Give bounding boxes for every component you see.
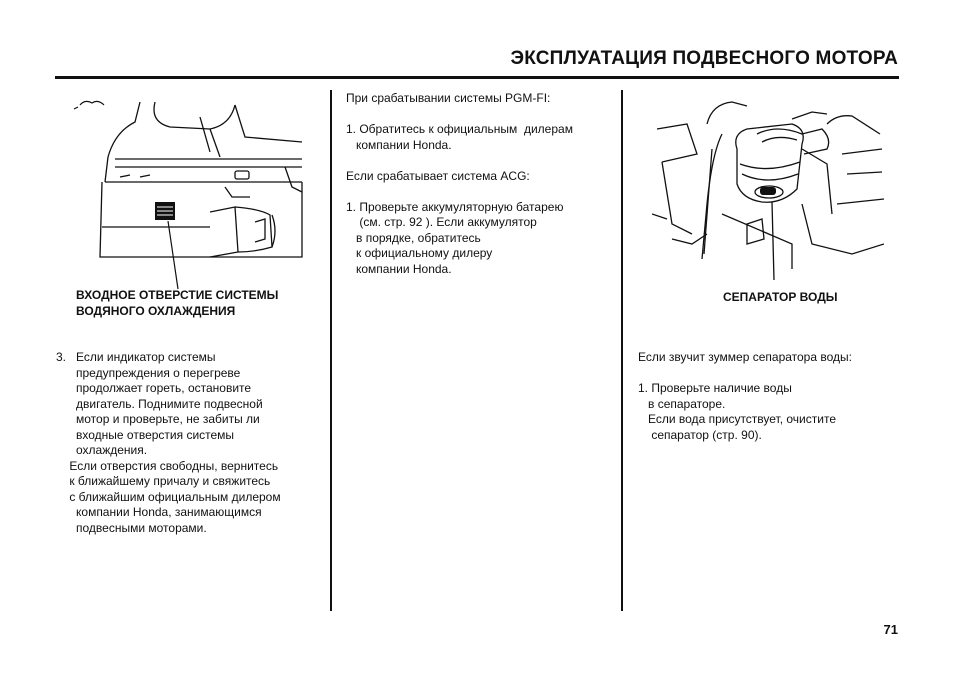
cooling-water-intake-caption: ВХОДНОЕ ОТВЕРСТИЕ СИСТЕМЫ ВОДЯНОГО ОХЛАЖДЕНИЯ [76, 288, 279, 318]
page-title: ЭКСПЛУАТАЦИЯ ПОДВЕСНОГО МОТОРА [510, 48, 898, 69]
column-divider-right [621, 90, 623, 611]
outboard-motor-illustration [60, 97, 310, 292]
overheat-step-text: 3. Если индикатор системы предупреждения о перегреве продолжает гореть, остановите двигатель. Поднимите подвесной мотор и проверьте, не забиты ли входные отверстия системы охлаждения. Если отверстия свободны, вернитесь к ближайшему причалу и свяжитесь с ближайшим официальным дилером компании Honda, занимающимся подвесными моторами. [56, 350, 281, 535]
header-rule [55, 76, 899, 79]
water-separator-caption: СЕПАРАТОР ВОДЫ [723, 290, 838, 304]
pgm-fi-acg-text: При срабатывании системы PGM-FI: 1. Обратитесь к официальным дилерам компании Honda. Если срабатывает система ACG: 1. Проверьте аккумуляторную батарею (см. стр. 92 ). Если аккумулятор в порядке, обратитесь к официальному дилеру компании Honda. [346, 91, 573, 276]
page-number: 71 [883, 622, 898, 637]
water-separator-text: Если звучит зуммер сепаратора воды: 1. Проверьте наличие воды в сепараторе. Если вода присутствует, очистите сепаратор (стр. 90). [638, 350, 852, 442]
column-divider-left [330, 90, 332, 611]
water-separator-illustration [652, 94, 884, 280]
